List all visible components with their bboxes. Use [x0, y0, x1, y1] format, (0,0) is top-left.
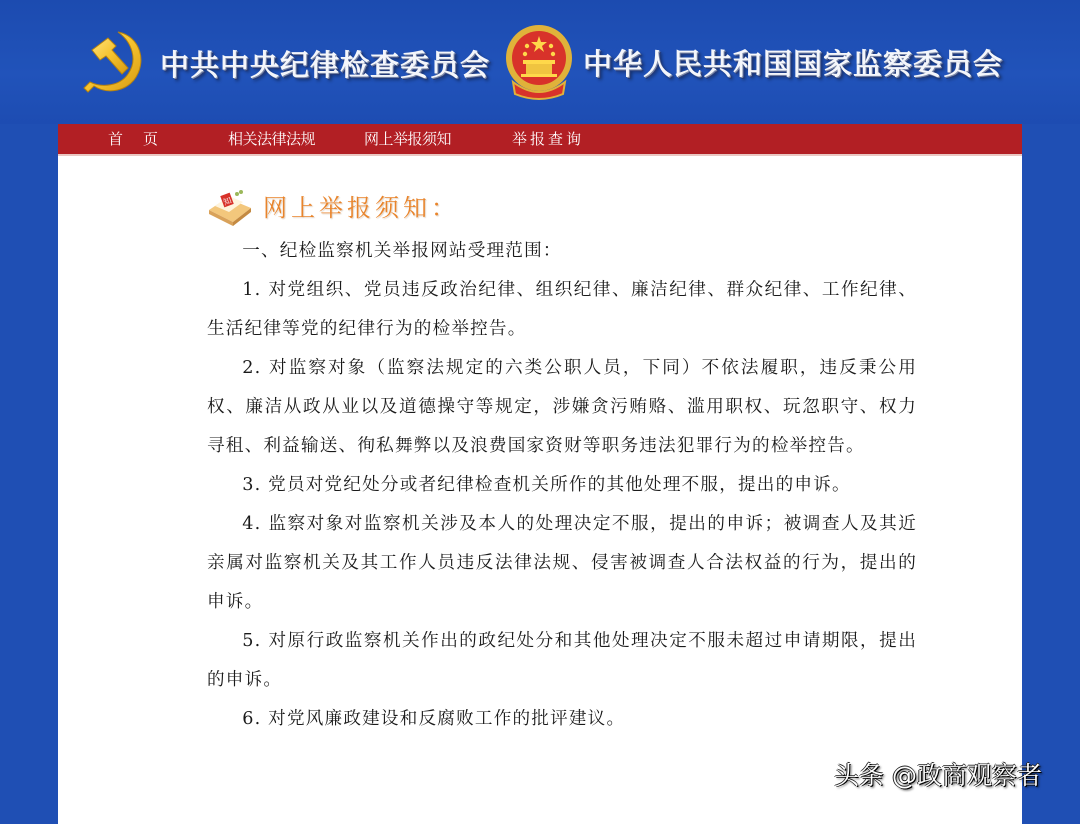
nav-home[interactable]: 首页 [108, 130, 179, 148]
content-heading: 一、纪检监察机关举报网站受理范围： [242, 241, 562, 261]
list-item: 1. 对党组织、党员违反政治纪律、组织纪律、廉洁纪律、群众纪律、工作纪律、生活纪律等党的纪律行为的检举控告。 [207, 280, 917, 339]
svg-text:知: 知 [222, 195, 233, 208]
ccdi-brand[interactable] [82, 28, 490, 98]
nav-report-notice[interactable]: 网上举报须知 [364, 130, 452, 148]
notice-content [207, 232, 917, 739]
content-panel [58, 124, 1022, 824]
list-item: 2. 对监察对象（监察法规定的六类公职人员，下同）不依法履职，违反秉公用权、廉洁从政从业以及道德操守等规定，涉嫌贪污贿赂、滥用职权、玩忽职守、权力寻租、利益输送、徇私舞弊以及浪费国家资财等职务违法犯罪行为的检举控告。 [207, 358, 917, 456]
nav-related-laws[interactable]: 相关法律法规 [228, 130, 316, 148]
section-title: 网上举报须知： [263, 193, 459, 222]
list-item: 6. 对党风廉政建设和反腐败工作的批评建议。 [242, 709, 626, 729]
party-emblem-icon [82, 28, 148, 98]
nav-report-query[interactable]: 举报查询 [512, 130, 585, 148]
list-item: 5. 对原行政监察机关作出的政纪处分和其他处理决定不服未超过申请期限，提出的申诉。 [207, 631, 917, 690]
main-nav [58, 124, 1022, 156]
site-header [0, 0, 1080, 124]
section-header [205, 184, 459, 226]
list-item: 4. 监察对象对监察机关涉及本人的处理决定不服，提出的申诉；被调查人及其近亲属对监察机关及其工作人员违反法律法规、侵害被调查人合法权益的行为，提出的申诉。 [207, 514, 917, 612]
source-watermark: 头条 @政商观察者 [834, 761, 1042, 790]
notice-book-icon [205, 184, 255, 226]
nsc-brand[interactable] [503, 22, 1003, 102]
nsc-title: 中华人民共和国国家监察委员会 [583, 46, 1004, 81]
national-emblem-icon [503, 22, 575, 102]
list-item: 3. 党员对党纪处分或者纪律检查机关所作的其他处理不服，提出的申诉。 [242, 475, 851, 495]
ccdi-title: 中共中央纪律检查委员会 [160, 47, 491, 82]
